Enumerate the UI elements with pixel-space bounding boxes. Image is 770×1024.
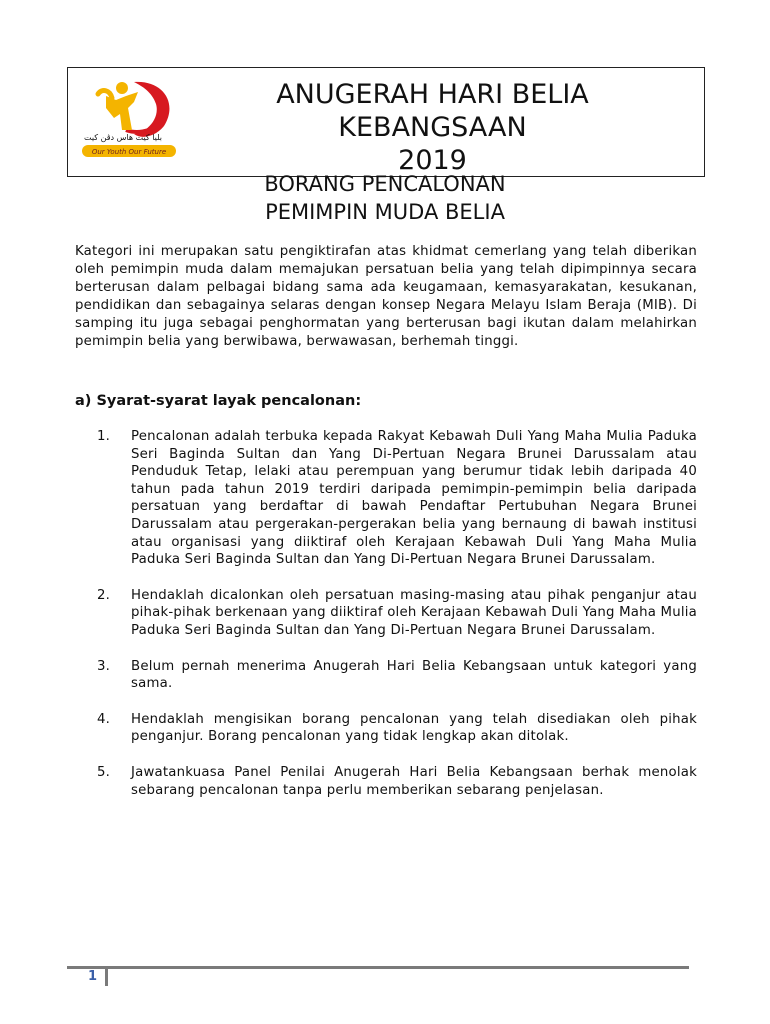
- intro-paragraph: Kategori ini merupakan satu pengiktirafan atas khidmat cemerlang yang telah diberikan oleh pemimpin muda dalam memajukan persatuan belia yang telah dipimpinnya secara berterusan dalam pelbagai bidang sama ada keugamaan, kemasyarakatan, kesukanan, pendidikan dan sebagainya selaras dengan konsep Negara Melayu Islam Beraja (MIB). Di samping itu juga sebagai penghormatan yang berterusan bagi ikutan dalam melahirkan pemimpin belia yang berwibawa, berwawasan, berhemah tinggi.: [75, 244, 697, 349]
- list-item: [75, 587, 697, 640]
- eligibility-list: [75, 428, 697, 817]
- title-line-2: KEBANGSAAN: [338, 112, 527, 143]
- item-number: 3.: [97, 658, 111, 674]
- list-item: [75, 428, 697, 569]
- item-text: Belum pernah menerima Anugerah Hari Belia Kebangsaan untuk kategori yang sama.: [131, 658, 697, 692]
- item-text: Jawatankuasa Panel Penilai Anugerah Hari Belia Kebangsaan berhak menolak sebarang pencalonan tanpa perlu memberikan sebarang penjelasan.: [131, 764, 697, 798]
- page-number: 1: [88, 969, 98, 984]
- item-number: 2.: [97, 587, 111, 603]
- list-item: [75, 658, 697, 693]
- footer-divider-bar: [105, 966, 108, 986]
- document-title: [225, 78, 640, 177]
- item-number: 5.: [97, 764, 111, 780]
- logo-arabic-text: بليا كيت هاس دڤن كيت: [84, 133, 162, 142]
- subtitle-line-2: PEMIMPIN MUDA BELIA: [265, 200, 505, 224]
- logo-tagline: Our Youth Our Future: [91, 148, 167, 156]
- item-text: Hendaklah mengisikan borang pencalonan yang telah disediakan oleh pihak penganjur. Borang pencalonan yang tidak lengkap akan ditolak.: [131, 711, 697, 745]
- footer-divider: [67, 966, 689, 969]
- subtitle-line-1: BORANG PENCALONAN: [264, 172, 506, 196]
- logo-icon: [76, 74, 186, 166]
- form-subtitle: [200, 170, 570, 226]
- item-number: 4.: [97, 711, 111, 727]
- item-number: 1.: [97, 429, 111, 444]
- title-line-1: ANUGERAH HARI BELIA: [276, 79, 589, 110]
- item-text: Hendaklah dicalonkan oleh persatuan masing-masing atau pihak penganjur atau pihak-pihak berkenaan yang diiktiraf oleh Kerajaan Kebawah Duli Yang Maha Mulia Paduka Seri Baginda Sultan dan Yang Di-Pertuan Negara Brunei Darussalam.: [131, 587, 697, 638]
- section-heading: a) Syarat-syarat layak pencalonan:: [75, 393, 362, 409]
- list-item: [75, 711, 697, 746]
- title-line-3: 2019: [398, 145, 467, 176]
- item-text: Pencalonan adalah terbuka kepada Rakyat Kebawah Duli Yang Maha Mulia Paduka Seri Baginda Sultan dan Yang Di-Pertuan Negara Brunei Darussalam atau Penduduk Tetap, lelaki atau perempuan yang berumur tidak lebih daripada 40 tahun pada tahun 2019 terdiri daripada pemimpin-pemimpin belia daripada persatuan yang berdaftar di bawah Pendaftar Pertubuhan Negara Brunei Darussalam atau pergerakan-pergerakan belia yang bernaung di bawah institusi atau organisasi yang diiktiraf oleh Kerajaan Kebawah Duli Yang Maha Mulia Paduka Seri Baginda Sultan dan Yang Di-Pertuan Negara Brunei Darussalam.: [131, 429, 697, 568]
- list-item: [75, 764, 697, 799]
